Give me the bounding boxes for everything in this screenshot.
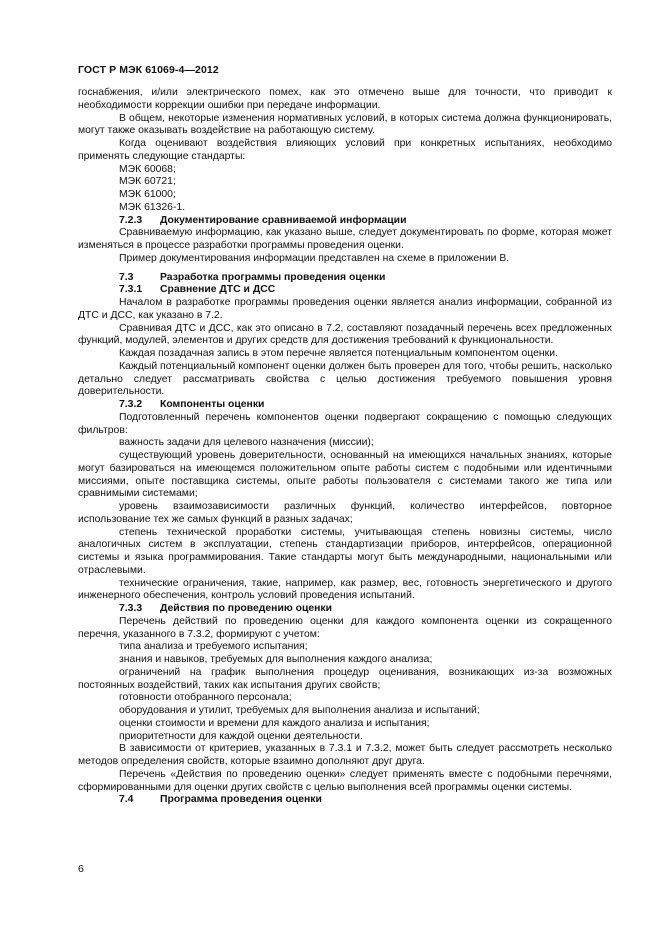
paragraph: Сравнивая ДТС и ДСС, как это описано в 7.2, составляют позадачный перечень всех предложенных функций, модулей, элементов и других средств для достижения требований к функциональности. (78, 322, 612, 347)
document-header: ГОСТ Р МЭК 61069-4—2012 (78, 64, 219, 76)
document-body (78, 87, 612, 807)
list-item: уровень взаимозависимости различных функций, количество интерфейсов, повторное использование тех же самых функций в разных задачах; (78, 501, 612, 525)
section-number: 7.3.2 (119, 399, 143, 410)
list-item: ограничений на график выполнения процедур оценивания, возникающих из-за возможных постоянных воздействий, таких как испытания других свойств; (78, 666, 612, 691)
section-heading-7-4 (78, 794, 612, 807)
section-heading-7-3-3 (78, 603, 612, 616)
section-title: Сравнение ДТС и ДСС (160, 284, 276, 296)
list-item: оценки стоимости и времени для каждого анализа и испытания; (119, 717, 430, 729)
list-item: технические ограничения, такие, например, как размер, вес, готовность энергетического и другого инженерного обеспечения, контроль условий проведения испытаний. (78, 577, 612, 602)
list-item: приоритетности для каждой оценки деятельности. (119, 730, 363, 742)
section-heading-7-3-1 (78, 284, 612, 297)
section-title: Действия по проведению оценки (160, 603, 332, 614)
intro-paragraph: госнабжения, и/или электрического помех, как это отмечено выше для точности, что приводит к необходимости коррекции ошибки при передаче информации. (78, 87, 612, 111)
list-item: знания и навыков, требуемых для выполнения каждого анализа; (119, 654, 433, 665)
paragraph: Перечень «Действия по проведению оценки» следует применять вместе с подобными перечнями, сформированными для оценки других свойств с целью выполнения всей программы оценки системы. (78, 768, 612, 793)
list-item: важность задачи для целевого назначения (миссии); (119, 437, 374, 449)
standard-item: МЭК 60068; (119, 163, 176, 175)
section-number: 7.3.1 (119, 284, 143, 296)
paragraph: Каждый потенциальный компонент оценки должен быть проверен для того, чтобы решить, насколько детально следует рассматривать свойства с целью достижения требуемого повышения уровня доверительности. (78, 360, 612, 398)
paragraph: Подготовленный перечень компонентов оценки подвергают сокращению с помощью следующих фильтров: (78, 411, 612, 436)
paragraph: В зависимости от критериев, указанных в 7.3.1 и 7.3.2, может быть следует рассмотреть несколько методов определения свойств, которые взаимно дополняют друг друга. (78, 743, 612, 767)
section-number: 7.2.3 (119, 214, 143, 226)
standard-item: МЭК 60721; (119, 176, 176, 188)
paragraph: Пример документирования информации представлен на схеме в приложении В. (119, 252, 510, 264)
list-item: типа анализа и требуемого испытания; (119, 641, 308, 653)
paragraph: Перечень действий по проведению оценки для каждого компонента оценки из сокращенного перечня, указанного в 7.3.2, формируют с учетом: (78, 615, 612, 640)
section-heading-7-3-2 (78, 399, 612, 412)
intro-paragraph: Когда оценивают воздействия влияющих условий при конкретных испытаниях, необходимо применять следующие стандарты: (78, 138, 612, 162)
section-number: 7.3 (119, 271, 134, 283)
page-number: 6 (78, 863, 84, 875)
section-title: Разработка программы проведения оценки (160, 271, 386, 283)
section-number: 7.3.3 (119, 603, 143, 614)
list-item: степень технической проработки системы, учитывающая степень новизны системы, число аналогичных систем в эксплуатации, степень стандартизации приборов, интерфейсов, операционной системы и языка программирования. Такие стандарты могут быть международными, национальными или отраслевыми. (78, 526, 612, 576)
section-title: Программа проведения оценки (160, 794, 322, 806)
paragraph: Сравниваемую информацию, как указано выше, следует документировать по форме, которая может изменяться в процессе разработки программы проведения оценки. (78, 227, 612, 251)
intro-paragraph: В общем, некоторые изменения нормативных условий, в которых система должна функционировать, могут также оказывать воздействие на работающую систему. (78, 112, 612, 137)
standard-item: МЭК 61326-1. (119, 201, 186, 213)
standard-item: МЭК 61000; (119, 189, 176, 200)
section-heading-7-3 (78, 272, 612, 285)
section-number: 7.4 (119, 794, 134, 806)
list-item: существующий уровень доверительности, основанный на имеющихся начальных знаниях, которые могут базироваться на имеющемся положительном опыте работы систем с подобными или идентичными миссиями, опыте поставщика системы, опыте работы пользователя с системами такого же типа или сравнимыми системами; (78, 450, 612, 500)
list-item: оборудования и утилит, требуемых для выполнения анализа и испытаний; (119, 705, 480, 716)
section-heading-7-2-3 (78, 215, 612, 228)
paragraph: Началом в разработке программы проведения оценки является анализ информации, собранной из ДТС и ДСС, как указано в 7.2. (78, 297, 612, 321)
list-item: готовности отобранного персонала; (119, 692, 292, 704)
paragraph: Каждая позадачная запись в этом перечне является потенциальным компонентом оценки. (119, 348, 558, 359)
section-title: Документирование сравниваемой информации (160, 214, 407, 226)
section-title: Компоненты оценки (160, 399, 265, 410)
